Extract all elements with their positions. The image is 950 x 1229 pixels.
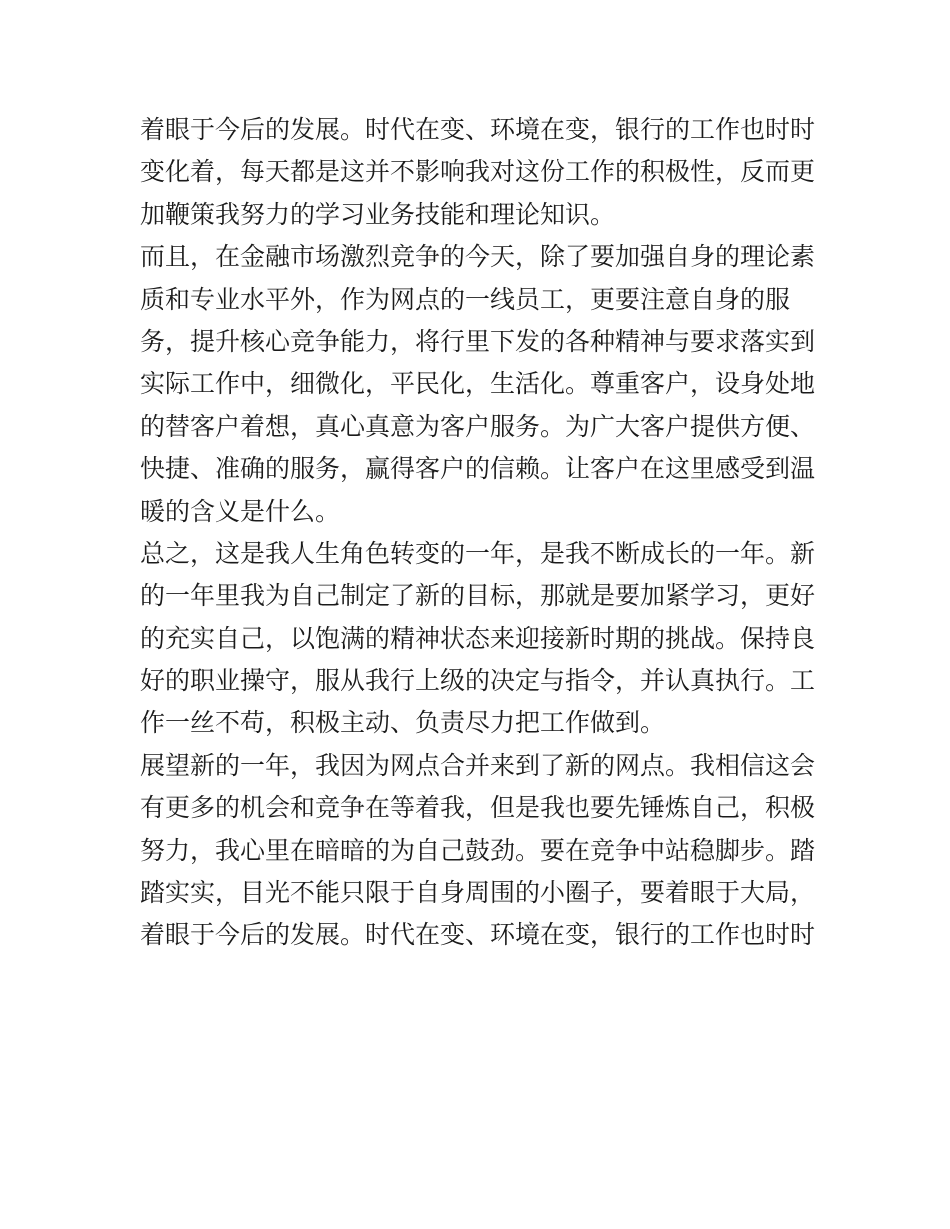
text-line: 而且，在金融市场激烈竞争的今天，除了要加强自身的理论素 bbox=[140, 242, 816, 272]
text-line: 快捷、准确的服务，赢得客户的信赖。让客户在这里感受到温 bbox=[140, 454, 816, 484]
paragraph-4 bbox=[140, 745, 816, 957]
text-line: 的一年里我为自己制定了新的目标，那就是要加紧学习，更好 bbox=[140, 581, 816, 611]
text-line: 作一丝不苟，积极主动、负责尽力把工作做到。 bbox=[140, 708, 666, 738]
paragraph-2 bbox=[140, 236, 816, 533]
text-line: 踏实实，目光不能只限于自身周围的小圈子，要着眼于大局， bbox=[140, 878, 816, 908]
text-line: 质和专业水平外，作为网点的一线员工，更要注意自身的服 bbox=[140, 284, 791, 314]
text-line: 加鞭策我努力的学习业务技能和理论知识。 bbox=[140, 199, 616, 229]
text-line: 着眼于今后的发展。时代在变、环境在变，银行的工作也时时 bbox=[140, 115, 816, 144]
text-line: 有更多的机会和竞争在等着我，但是我也要先锤炼自己，积极 bbox=[140, 793, 816, 823]
paragraph-3 bbox=[140, 533, 816, 745]
text-line: 变化着，每天都是这并不影响我对这份工作的积极性，反而更 bbox=[140, 157, 816, 187]
text-line: 暖的含义是什么。 bbox=[140, 496, 341, 526]
text-line: 的替客户着想，真心真意为客户服务。为广大客户提供方便、 bbox=[140, 411, 816, 441]
text-line: 务，提升核心竞争能力，将行里下发的各种精神与要求落实到 bbox=[140, 326, 816, 356]
text-line: 总之，这是我人生角色转变的一年，是我不断成长的一年。新 bbox=[140, 538, 816, 568]
text-line: 的充实自己，以饱满的精神状态来迎接新时期的挑战。保持良 bbox=[140, 623, 816, 653]
text-line: 好的职业操守，服从我行上级的决定与指令，并认真执行。工 bbox=[140, 666, 816, 696]
text-line: 实际工作中，细微化，平民化，生活化。尊重客户，设身处地 bbox=[140, 369, 816, 399]
text-line: 展望新的一年，我因为网点合并来到了新的网点。我相信这会 bbox=[140, 750, 816, 780]
document-body bbox=[140, 109, 816, 957]
paragraph-1 bbox=[140, 109, 816, 236]
text-line: 努力，我心里在暗暗的为自己鼓劲。要在竞争中站稳脚步。踏 bbox=[140, 835, 816, 865]
text-line: 着眼于今后的发展。时代在变、环境在变，银行的工作也时时 bbox=[140, 920, 816, 950]
